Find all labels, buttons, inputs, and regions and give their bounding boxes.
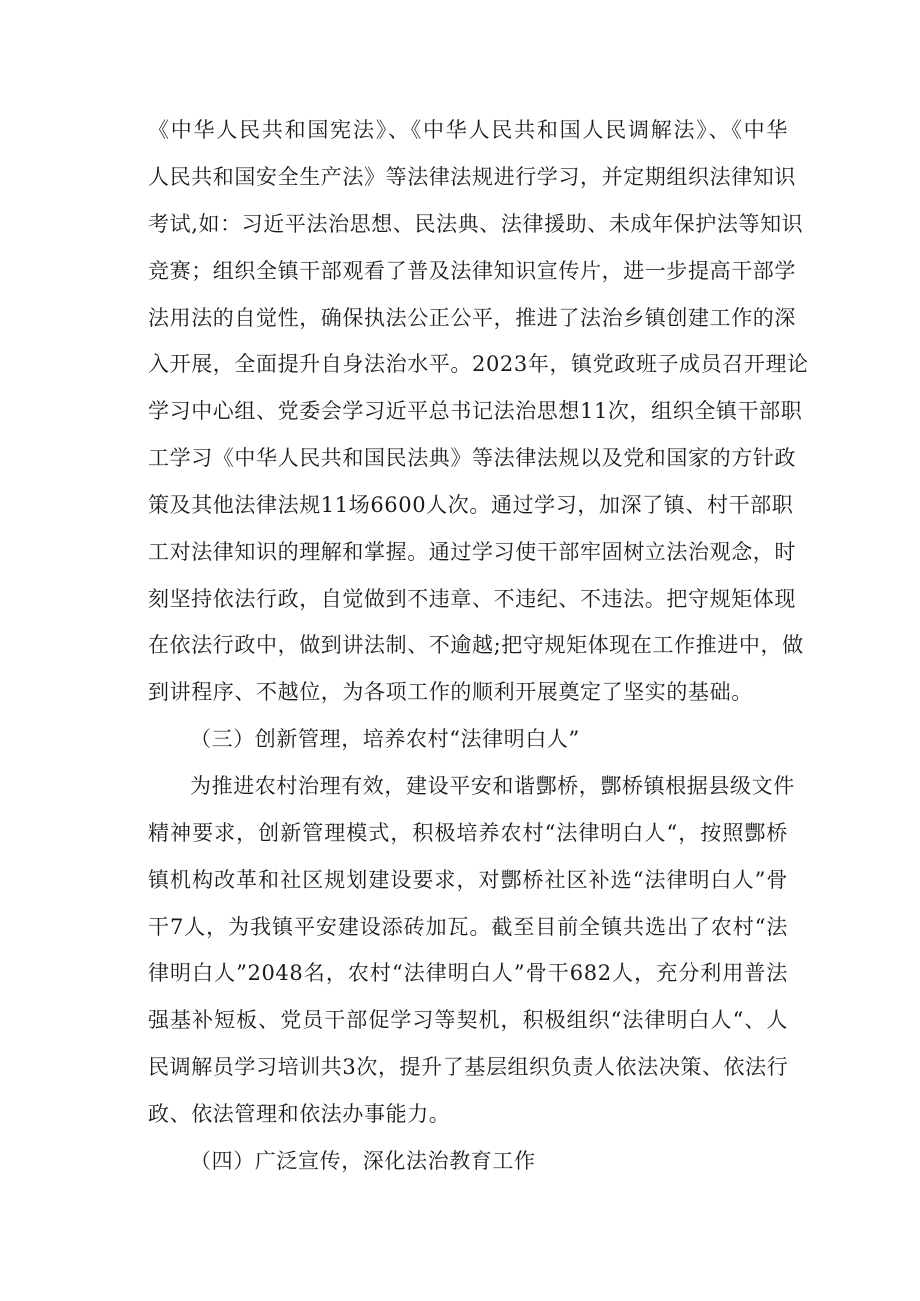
text-line: 在依法行政中，做到讲法制、不逾越;把守规矩体现在工作推进中，做: [148, 633, 804, 657]
text-line: 工对法律知识的理解和掌握。通过学习使干部牢固树立法治观念，时: [148, 540, 796, 564]
text-line: 考试,如：习近平法治思想、民法典、法律援助、未成年保护法等知识: [148, 212, 804, 236]
text-line: 策及其他法律法规11场6600人次。通过学习，加深了镇、村干部职: [148, 493, 794, 517]
text-line: 法用法的自觉性，确保执法公正公平，推进了法治乡镇创建工作的深: [148, 306, 796, 330]
text-line: 律明白人”2048名，农村“法律明白人”骨干682人，充分利用普法: [148, 961, 788, 985]
text-line: 强基补短板、党员干部促学习等契机，积极组织“法律明白人“、人: [148, 1008, 788, 1032]
text-line: 学习中心组、党委会学习近平总书记法治思想11次，组织全镇干部职: [148, 399, 803, 423]
text-line: 精神要求，创新管理模式，积极培养农村“法律明白人“，按照酆桥: [148, 821, 788, 845]
text-line: 干7人，为我镇平安建设添砖加瓦。截至目前全镇共选出了农村“法: [148, 915, 788, 939]
text-line: 镇机构改革和社区规划建设要求，对酆桥社区补选“法律明白人”骨: [148, 868, 788, 892]
section-heading: （三）创新管理，培养农村“法律明白人”: [190, 727, 580, 751]
text-line: 为推进农村治理有效，建设平安和谐酆桥，酆桥镇根据县级文件: [190, 774, 795, 798]
text-line: 竞赛；组织全镇干部观看了普及法律知识宣传片，进一步提高干部学: [148, 259, 796, 283]
text-line: 刻坚持依法行政，自觉做到不违章、不违纪、不违法。把守规矩体现: [148, 587, 796, 611]
text-line: 《中华人民共和国宪法》、《中华人民共和国人民调解法》、《中华: [148, 118, 788, 142]
section-heading: （四）广泛宣传，深化法治教育工作: [190, 1149, 536, 1173]
text-line: 人民共和国安全生产法》等法律法规进行学习，并定期组织法律知识: [148, 165, 796, 189]
text-line: 民调解员学习培训共3次，提升了基层组织负责人依法决策、依法行: [148, 1055, 789, 1079]
text-line: 到讲程序、不越位，为各项工作的顺利开展奠定了坚实的基础。: [148, 680, 753, 704]
text-line: 工学习《中华人民共和国民法典》等法律法规以及党和国家的方针政: [148, 446, 796, 470]
text-line: 入开展，全面提升自身法治水平。2023年，镇党政班子成员召开理论: [148, 352, 809, 376]
text-line: 政、依法管理和依法办事能力。: [148, 1102, 451, 1126]
